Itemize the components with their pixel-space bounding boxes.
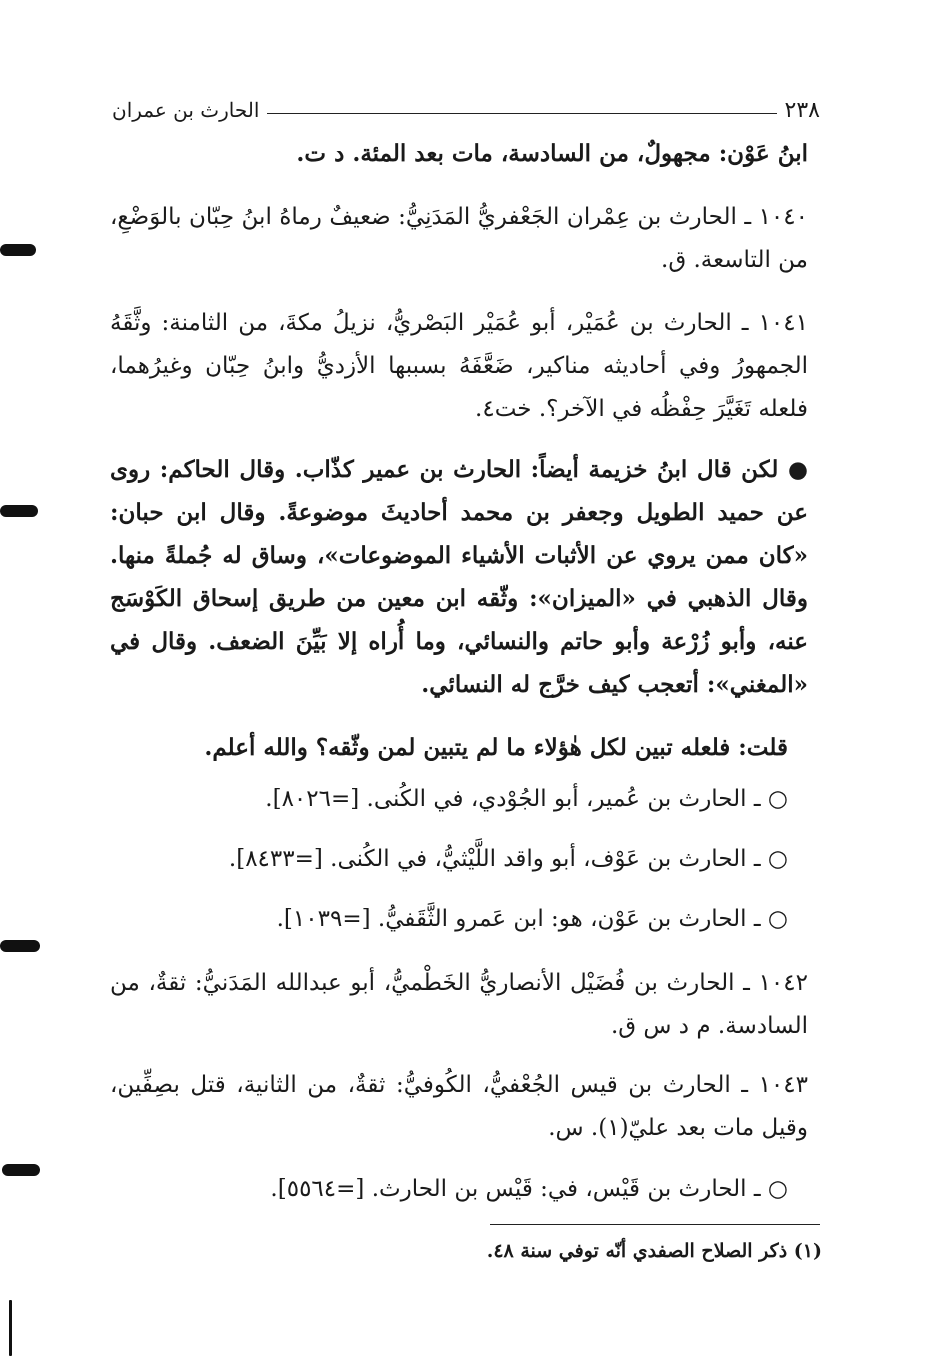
entry-1042: ١٠٤٢ ـ الحارث بن فُضَيْل الأنصاريُّ الخَطْميُّ، أبو عبدالله المَدَنيُّ: ثقةٌ، من السادسة. م د س ق. <box>110 970 808 1039</box>
page-number: ٢٣٨ <box>784 97 820 123</box>
margin-mark <box>0 505 38 517</box>
running-title: الحارث بن عمران <box>112 98 260 122</box>
footnote-rule <box>490 1224 820 1225</box>
entry-1043: ١٠٤٣ ـ الحارث بن قيس الجُعْفيُّ، الكُوفيُّ: ثقةٌ، من الثانية، قتل بصِفِّين، وقيل مات بعد عليّ(١). س. <box>110 1072 808 1141</box>
cross-reference: ○ ـ الحارث بن عَوْن، هو: ابن عَمرو الثَّقَفيُّ. [=١٠٣٩]. <box>276 906 788 932</box>
cross-reference: ○ ـ الحارث بن عَوْف، أبو واقد اللَّيْثيُّ، في الكُنى. [=٨٤٣٣]. <box>228 846 788 872</box>
margin-mark <box>2 1164 40 1176</box>
footnote: (١) ذكر الصلاح الصفدي أنّه توفي سنة ٤٨. <box>486 1240 822 1262</box>
entry-continuation: ابنُ عَوْن: مجهولٌ، من السادسة، مات بعد المئة. د ت. <box>296 140 808 167</box>
entry-1041: ١٠٤١ ـ الحارث بن عُمَيْر، أبو عُمَيْر البَصْريُّ، نزيلُ مكةَ، من الثامنة: وثَّقَهُ الجمهورُ وفي أحاديثه مناكير، ضَعَّفَهُ بسببها الأزديُّ وابنُ حِبّان وغيرُهما، فلعله تَغَيَّرَ حِفْظُه في الآخر؟. خت٤. <box>110 310 808 422</box>
note-paragraph: قلت: فلعله تبين لكل هٰؤلاء ما لم يتبين لمن وثّقه؟ والله أعلم. <box>204 734 788 761</box>
margin-mark <box>0 940 40 952</box>
cross-reference: ○ ـ الحارث بن قَيْس، في: قَيْس بن الحارث. [=٥٥٦٤]. <box>270 1176 788 1202</box>
page-header <box>112 90 820 130</box>
margin-line <box>9 1300 12 1356</box>
header-rule <box>267 113 776 114</box>
cross-reference: ○ ـ الحارث بن عُمير، أبو الجُوْدي، في الكُنى. [=٨٠٢٦]. <box>265 786 788 812</box>
commentary-paragraph: ● لكن قال ابنُ خزيمة أيضاً: الحارث بن عمير كذّاب. وقال الحاكم: روى عن حميد الطويل وجعفر بن محمد أحاديثَ موضوعةً. وقال ابن حبان: «كان ممن يروي عن الأثبات الأشياء الموضوعات»، وساق له جُملةً منها. وقال الذهبي في «الميزان»: وثّقه ابن معين من طريق إسحاق الكَوْسَج عنه، وأبو زُرْعة وأبو حاتم والنسائي، وما أُراه إلا بَيِّنَ الضعف. وقال في «المغني»: أتعجب كيف خرَّج له النسائي. <box>110 456 808 698</box>
margin-mark <box>0 244 36 256</box>
entry-1040: ١٠٤٠ ـ الحارث بن عِمْران الجَعْفريُّ المَدَنِيُّ: ضعيفٌ رماهُ ابنُ حِبّان بالوَضْعِ، من التاسعة. ق. <box>110 204 808 273</box>
